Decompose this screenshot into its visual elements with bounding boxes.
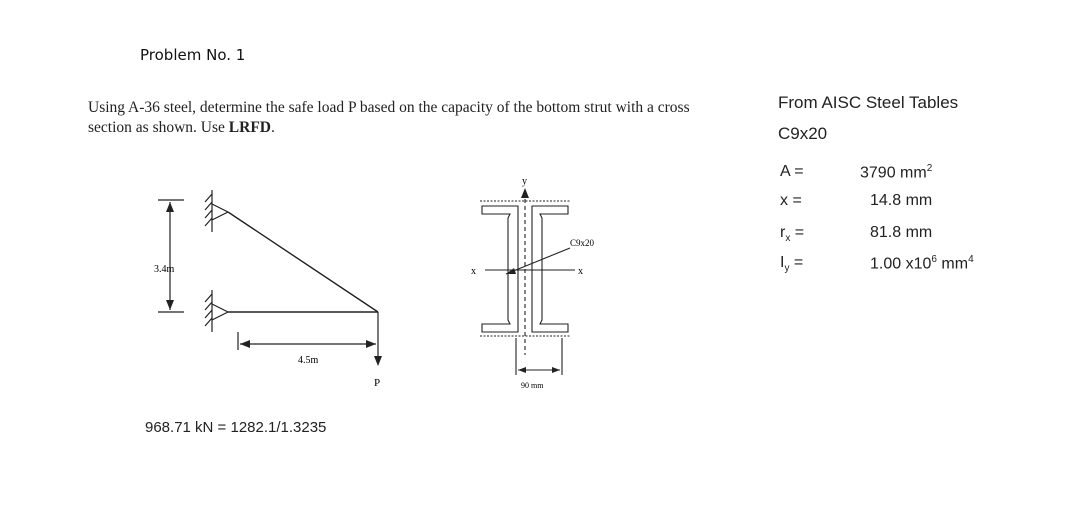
row-xbar-value: 14.8 mm xyxy=(870,192,933,209)
iy-exponent: 4 xyxy=(968,254,974,265)
cross-section xyxy=(480,192,575,375)
rx-subscript: x xyxy=(785,233,791,245)
right-channel xyxy=(532,206,568,332)
row-area-value xyxy=(860,163,932,182)
iy-equals: = xyxy=(789,254,804,271)
iy-value: 1.00 x10 xyxy=(870,255,932,273)
axis-x-left-label: x xyxy=(471,266,476,277)
diagonal-member xyxy=(228,212,378,312)
result-line: 968.71 kN = 1282.1/1.3235 xyxy=(145,419,327,436)
section-label: C9x20 xyxy=(570,238,595,248)
load-label: P xyxy=(374,377,381,389)
structure-figure xyxy=(150,160,620,405)
table-section: C9x20 xyxy=(778,124,828,143)
problem-text: Using A-36 steel, determine the safe load P based on the capacity of the bottom strut with a cross section as shown. Use xyxy=(88,99,690,136)
width-label: 90 mm xyxy=(521,381,544,390)
row-rx-key xyxy=(780,224,840,244)
table-heading: From AISC Steel Tables xyxy=(778,93,959,112)
top-support xyxy=(205,190,228,232)
iy-symbol: I xyxy=(780,254,785,271)
area-exponent: 2 xyxy=(926,163,933,174)
length-label: 4.5m xyxy=(298,355,319,366)
problem-text-end: . xyxy=(270,119,275,136)
height-label: 3.4m xyxy=(154,264,175,275)
rx-symbol: r xyxy=(780,224,786,241)
rx-equals: = xyxy=(790,224,805,241)
left-channel xyxy=(482,206,518,332)
row-xbar-key: x = xyxy=(780,192,802,209)
problem-emphasis: LRFD xyxy=(228,119,271,136)
iy-power: 6 xyxy=(931,254,937,265)
axis-y-label: y xyxy=(522,176,527,187)
area-value: 3790 mm xyxy=(860,164,927,182)
problem-title: Problem No. 1 xyxy=(140,46,246,64)
problem-statement xyxy=(88,98,728,138)
iy-subscript: y xyxy=(784,263,790,275)
row-iy-key xyxy=(780,254,840,274)
iy-unit: mm xyxy=(936,255,969,273)
row-rx-value: 81.8 mm xyxy=(870,224,933,241)
row-iy-value xyxy=(870,254,974,273)
axis-x-label: x xyxy=(578,266,583,277)
bottom-support xyxy=(205,290,228,332)
row-area-key: A = xyxy=(780,163,804,180)
